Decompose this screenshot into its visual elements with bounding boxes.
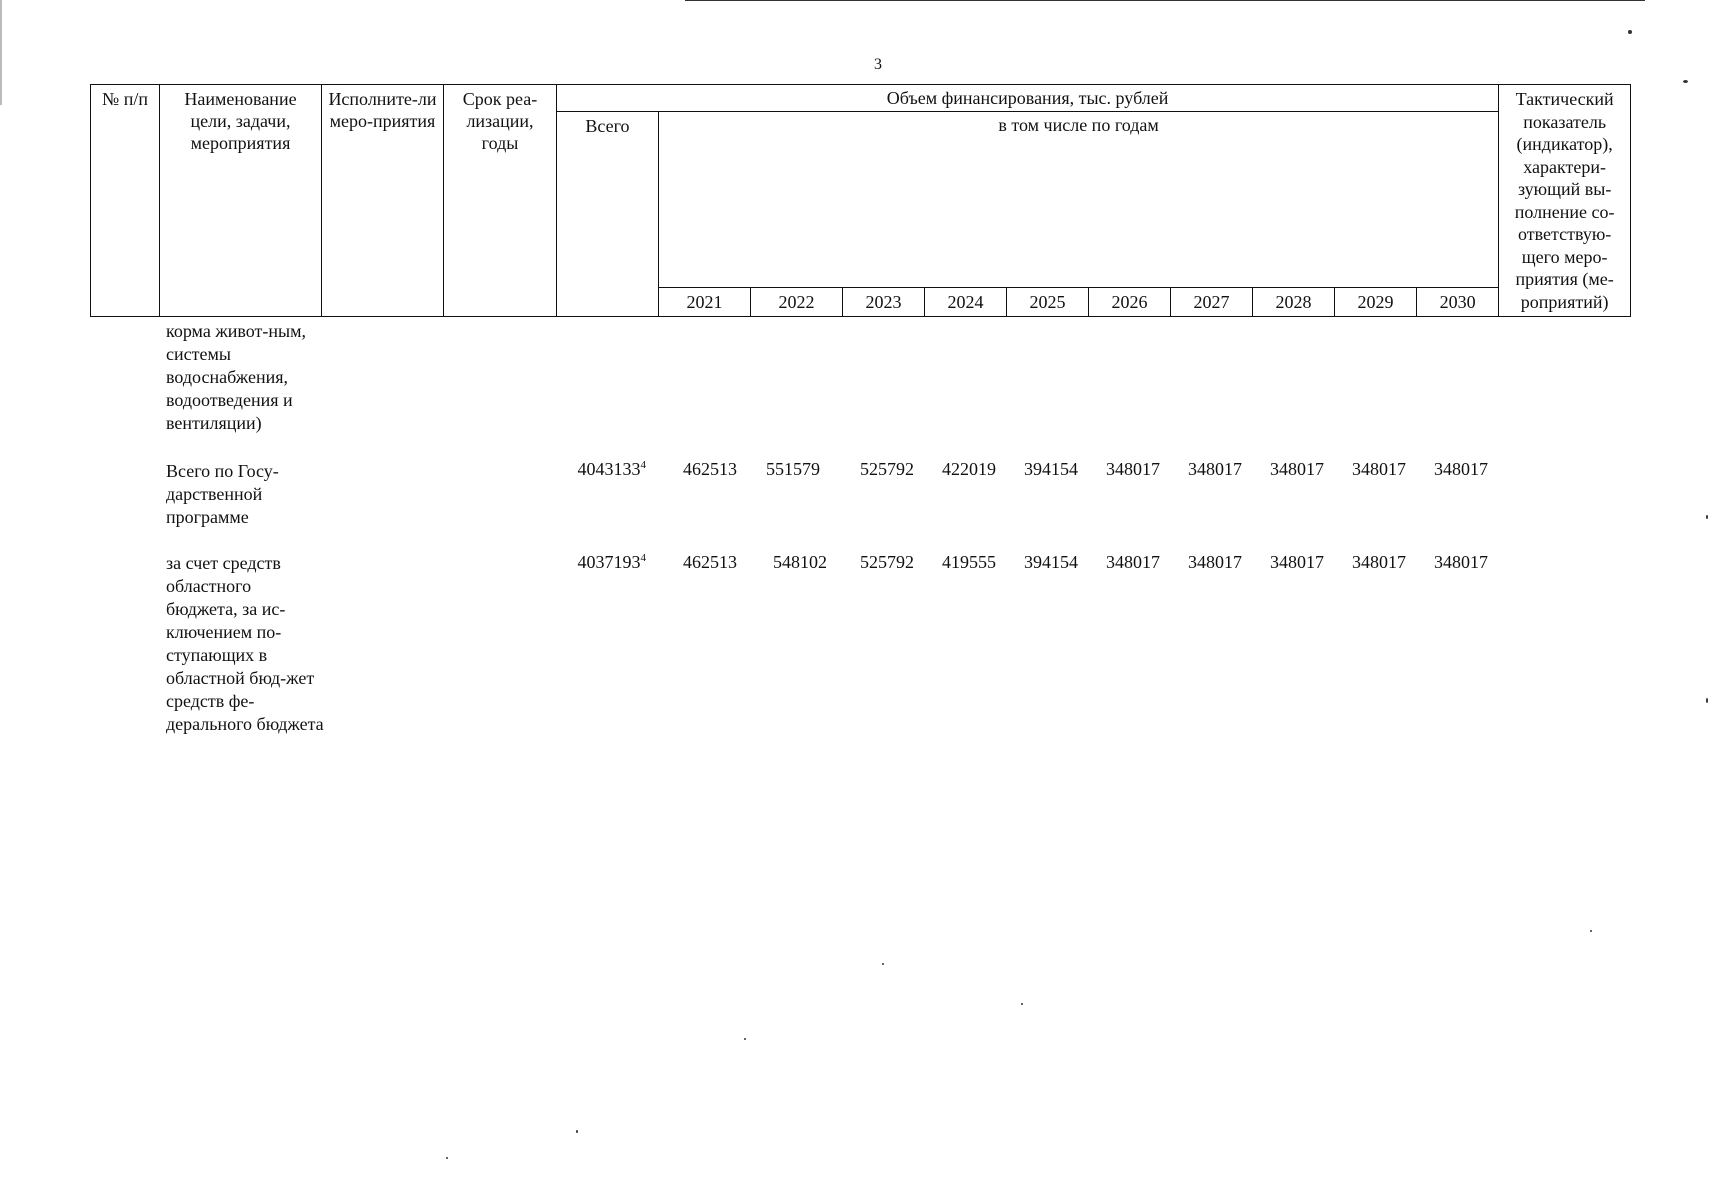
row-year-value: 348017 <box>1106 552 1160 572</box>
row-name-total: Всего по Госу-дарственной программе <box>166 461 279 527</box>
row-year-value: 348017 <box>1188 459 1242 479</box>
row-year-value: 551579 <box>766 459 820 479</box>
header-num: № п/п <box>91 85 160 317</box>
table-header <box>90 84 1631 317</box>
row-year-value: 419555 <box>942 552 996 572</box>
scan-edge <box>0 0 2 105</box>
header-year: 2028 <box>1253 288 1335 317</box>
header-funding: Объем финансирования, тыс. рублей <box>557 85 1499 112</box>
header-by-years: в том числе по годам <box>659 112 1499 288</box>
header-year: 2030 <box>1417 288 1499 317</box>
scan-speck <box>744 1038 746 1040</box>
header-year: 2029 <box>1335 288 1417 317</box>
header-executors: Исполните-ли меро-приятия <box>322 85 444 317</box>
header-year: 2024 <box>925 288 1007 317</box>
row-year-value: 548102 <box>773 552 827 572</box>
scan-speck <box>446 1157 448 1159</box>
scan-speck <box>1683 80 1688 83</box>
row-year-value: 394154 <box>1024 459 1078 479</box>
row-year-value: 348017 <box>1434 459 1488 479</box>
row-year-value: 422019 <box>942 459 996 479</box>
header-year: 2027 <box>1171 288 1253 317</box>
header-year: 2025 <box>1007 288 1089 317</box>
header-year: 2023 <box>843 288 925 317</box>
top-rule <box>685 0 1645 1</box>
row-name-regional-budget: за счет средств областного бюджета, за ис-ключением по-ступающих в областной бюд-жет средств фе-дерального бюджета <box>166 553 324 734</box>
footnote-mark: 4 <box>640 552 646 564</box>
row-year-value: 462513 <box>683 552 737 572</box>
header-total: Всего <box>557 112 659 317</box>
page-number: 3 <box>874 56 882 73</box>
scan-speck <box>1021 1003 1023 1005</box>
row-year-value: 348017 <box>1270 459 1324 479</box>
footnote-mark: 4 <box>640 459 646 471</box>
header-term: Срок реа-лизации, годы <box>444 85 557 317</box>
row-year-value: 348017 <box>1188 552 1242 572</box>
scan-speck <box>1706 698 1708 703</box>
row-year-value: 348017 <box>1434 552 1488 572</box>
header-name: Наименование цели, задачи, мероприятия <box>160 85 322 317</box>
row-year-value: 348017 <box>1106 459 1160 479</box>
row-year-value: 525792 <box>860 552 914 572</box>
scan-speck <box>1590 930 1592 932</box>
row-total-value: 4037193$^4$ <box>577 552 646 572</box>
scan-speck <box>576 1130 578 1133</box>
header-year: 2026 <box>1089 288 1171 317</box>
row-year-value: 348017 <box>1270 552 1324 572</box>
row-name-continuation: корма живот-ным, системы водоснабжения, водоотведения и вентиляции) <box>166 321 307 433</box>
header-indicator: Тактический показатель (индикатор), характери-зующий вы-полнение со-ответствую-щего меро-приятия (ме-роприятий) <box>1499 85 1631 317</box>
row-year-value: 394154 <box>1024 552 1078 572</box>
row-year-value: 348017 <box>1352 552 1406 572</box>
row-year-value: 462513 <box>683 459 737 479</box>
row-total-value: 4043133$^4$ <box>577 459 646 479</box>
row-year-value: 525792 <box>860 459 914 479</box>
scan-speck <box>882 963 884 965</box>
row-year-value: 348017 <box>1352 459 1406 479</box>
scan-speck <box>1706 515 1708 519</box>
header-year: 2021 <box>659 288 751 317</box>
header-year: 2022 <box>751 288 843 317</box>
scan-speck <box>1628 30 1632 34</box>
